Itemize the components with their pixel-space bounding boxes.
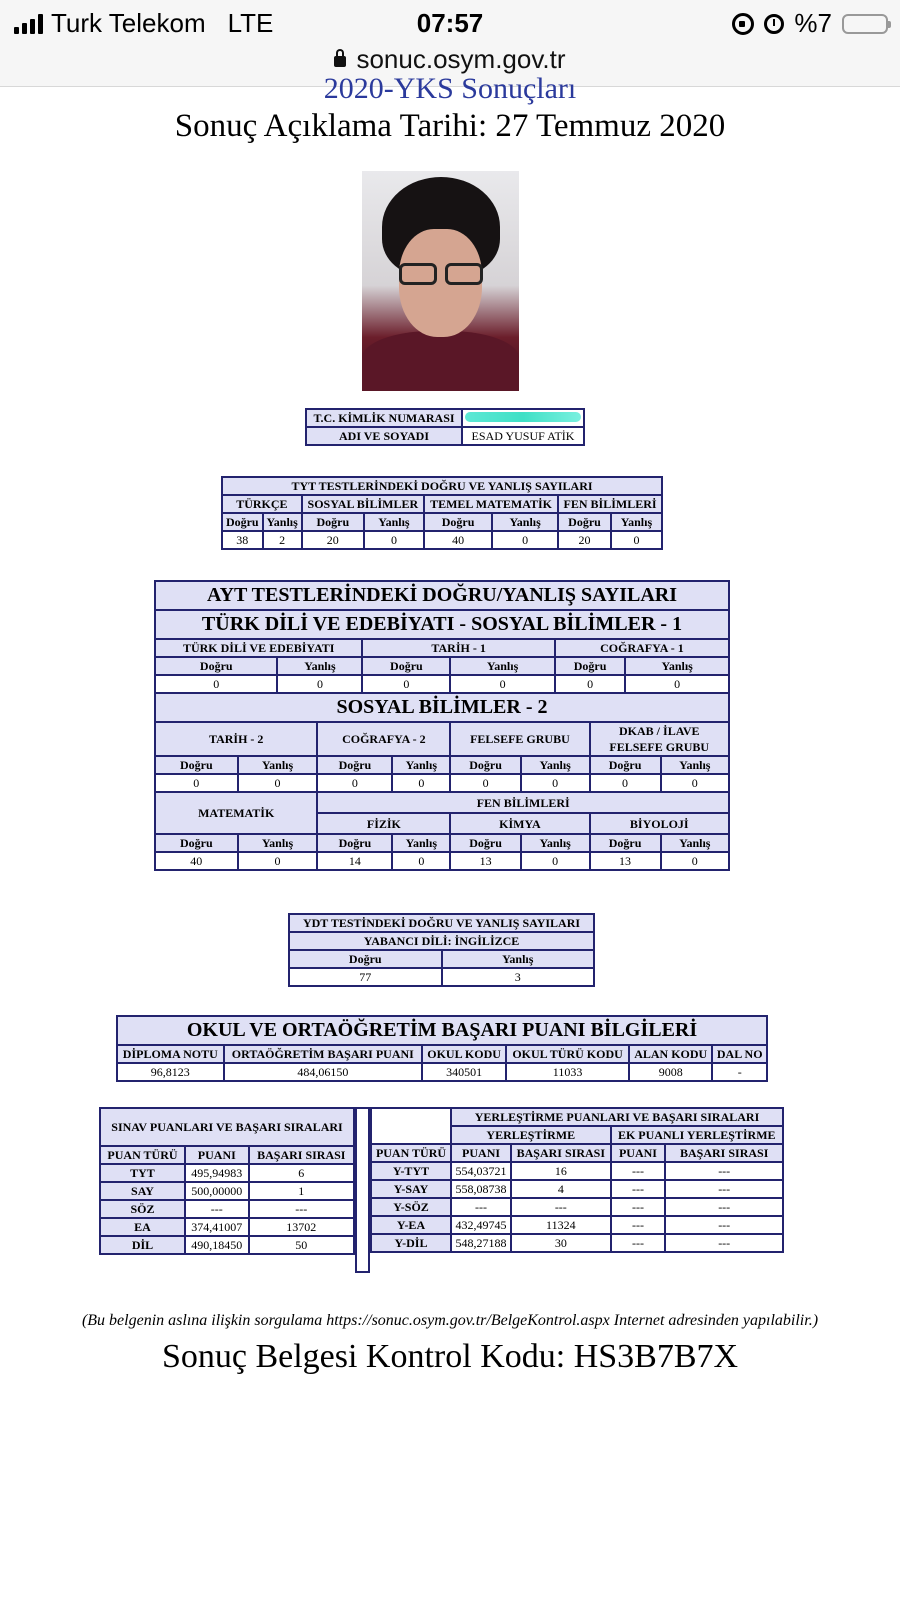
okul-header: ALAN KODU bbox=[629, 1045, 712, 1063]
announcement-date: Sonuç Açıklama Tarihi: 27 Temmuz 2020 bbox=[174, 108, 726, 144]
yanlis-header: Yanlış bbox=[392, 756, 450, 774]
sinav-rank: --- bbox=[249, 1200, 354, 1218]
sinav-rank: 50 bbox=[249, 1236, 354, 1254]
yerlestirme-title: YERLEŞTİRME PUANLARI VE BAŞARI SIRALARI bbox=[451, 1108, 783, 1126]
name-value: ESAD YUSUF ATİK bbox=[462, 427, 584, 445]
sinav-rank: 6 bbox=[249, 1164, 354, 1182]
okul-value: 96,8123 bbox=[117, 1063, 224, 1081]
photo-body bbox=[362, 331, 519, 391]
yerlestirme-score: --- bbox=[451, 1198, 511, 1216]
yerlestirme-header: BAŞARI SIRASI bbox=[511, 1144, 610, 1162]
ayt-s1-subject: TÜRK DİLİ VE EDEBİYATI bbox=[155, 639, 362, 657]
dogru-header: Doğru bbox=[450, 834, 521, 852]
sinav-header: BAŞARI SIRASI bbox=[249, 1146, 354, 1164]
dogru-header: Doğru bbox=[317, 756, 392, 774]
candidate-photo bbox=[362, 171, 519, 379]
sinav-type: SÖZ bbox=[100, 1200, 185, 1218]
dogru-header: Doğru bbox=[424, 513, 492, 531]
yerlestirme-score: 554,03721 bbox=[451, 1162, 511, 1180]
okul-value: 9008 bbox=[629, 1063, 712, 1081]
tyt-subject: TEMEL MATEMATİK bbox=[424, 495, 558, 513]
verification-note: (Bu belgenin aslına ilişkin sorgulama https://sonuc.osym.gov.tr/BelgeKontrol.aspx Internet adresinden yapılabilir.) bbox=[81, 1312, 819, 1329]
ayt-s3-value: 0 bbox=[661, 852, 729, 870]
yerlestirme-type: Y-DİL bbox=[371, 1234, 451, 1252]
ayt-s3-value: 14 bbox=[317, 852, 392, 870]
network-type: LTE bbox=[227, 8, 274, 38]
yerlestirme-score: 548,27188 bbox=[451, 1234, 511, 1252]
okul-value: 340501 bbox=[422, 1063, 506, 1081]
url-text: sonuc.osym.gov.tr bbox=[356, 44, 566, 74]
tyt-value: 38 bbox=[222, 531, 263, 549]
ayt-s3-value: 13 bbox=[450, 852, 521, 870]
dogru-header: Doğru bbox=[317, 834, 392, 852]
yanlis-header: Yanlış bbox=[364, 513, 424, 531]
sinav-rank: 13702 bbox=[249, 1218, 354, 1236]
battery-percent: %7 bbox=[794, 8, 832, 38]
yerlestirme-type: Y-TYT bbox=[371, 1162, 451, 1180]
ayt-s2-value: 0 bbox=[661, 774, 729, 792]
tyt-value: 0 bbox=[611, 531, 662, 549]
yanlis-header: Yanlış bbox=[263, 513, 302, 531]
ayt-fen-subject: BİYOLOJİ bbox=[590, 813, 730, 834]
ayt-s1-value: 0 bbox=[625, 675, 729, 693]
dogru-header: Doğru bbox=[590, 756, 661, 774]
dogru-header: Doğru bbox=[155, 834, 238, 852]
ayt-s1-subject: TARİH - 1 bbox=[362, 639, 554, 657]
ek-score: --- bbox=[611, 1234, 666, 1252]
okul-header: DİPLOMA NOTU bbox=[117, 1045, 224, 1063]
yerlestirme-type: Y-SAY bbox=[371, 1180, 451, 1198]
ayt-s2-subject: FELSEFE GRUBU bbox=[450, 722, 589, 756]
ayt-s1-value: 0 bbox=[450, 675, 555, 693]
page-title: 2020-YKS Sonuçları bbox=[323, 72, 577, 105]
ayt-s3-value: 0 bbox=[238, 852, 318, 870]
sinav-score: 374,41007 bbox=[185, 1218, 249, 1236]
ayt-s2-subject: TARİH - 2 bbox=[155, 722, 317, 756]
yerlestirme-header: BAŞARI SIRASI bbox=[665, 1144, 783, 1162]
tyt-subject: TÜRKÇE bbox=[222, 495, 302, 513]
battery-icon bbox=[842, 14, 888, 34]
dkab-line-1: DKAB / İLAVE bbox=[619, 724, 700, 738]
tc-value bbox=[462, 409, 584, 427]
yerlestirme-rank: --- bbox=[511, 1198, 610, 1216]
tyt-value: 2 bbox=[263, 531, 302, 549]
okul-header: OKUL TÜRÜ KODU bbox=[506, 1045, 629, 1063]
yanlis-header: Yanlış bbox=[611, 513, 662, 531]
dkab-line-2: FELSEFE GRUBU bbox=[609, 740, 710, 754]
name-label: ADI VE SOYADI bbox=[306, 427, 462, 445]
dogru-header: Doğru bbox=[590, 834, 661, 852]
tyt-subject: FEN BİLİMLERİ bbox=[558, 495, 662, 513]
yanlis-header: Yanlış bbox=[661, 756, 729, 774]
dogru-header: Doğru bbox=[155, 756, 238, 774]
yerlestirme-blank bbox=[371, 1108, 451, 1144]
ayt-s2-subject: COĞRAFYA - 2 bbox=[317, 722, 450, 756]
sinav-score: 500,00000 bbox=[185, 1182, 249, 1200]
status-right bbox=[732, 8, 888, 39]
yerlestirme-rank: 30 bbox=[511, 1234, 610, 1252]
yerlestirme-score: 558,08738 bbox=[451, 1180, 511, 1198]
ek-rank: --- bbox=[665, 1216, 783, 1234]
yerlestirme-rank: 16 bbox=[511, 1162, 610, 1180]
ydt-title: YDT TESTİNDEKİ DOĞRU VE YANLIŞ SAYILARI bbox=[289, 914, 594, 932]
sinav-score: 490,18450 bbox=[185, 1236, 249, 1254]
ayt-matematik: MATEMATİK bbox=[155, 792, 317, 834]
status-time: 07:57 bbox=[416, 8, 484, 38]
tyt-table bbox=[221, 476, 663, 550]
sinav-header: PUANI bbox=[185, 1146, 249, 1164]
tyt-subject: SOSYAL BİLİMLER bbox=[302, 495, 424, 513]
dogru-header: Doğru bbox=[555, 657, 625, 675]
ek-score: --- bbox=[611, 1216, 666, 1234]
ek-rank: --- bbox=[665, 1198, 783, 1216]
ydt-table bbox=[288, 913, 595, 987]
dogru-header: Doğru bbox=[289, 950, 442, 968]
yanlis-header: Yanlış bbox=[521, 834, 590, 852]
dogru-header: Doğru bbox=[362, 657, 450, 675]
ayt-fen-subject: KİMYA bbox=[450, 813, 589, 834]
sinav-rank: 1 bbox=[249, 1182, 354, 1200]
okul-value: 11033 bbox=[506, 1063, 629, 1081]
yanlis-header: Yanlış bbox=[492, 513, 558, 531]
yerlestirme-type: Y-SÖZ bbox=[371, 1198, 451, 1216]
yanlis-header: Yanlış bbox=[277, 657, 362, 675]
alarm-icon bbox=[764, 14, 784, 34]
table-divider bbox=[355, 1107, 370, 1273]
ayt-s2-value: 0 bbox=[238, 774, 318, 792]
yanlis-header: Yanlış bbox=[450, 657, 555, 675]
sinav-type: TYT bbox=[100, 1164, 185, 1182]
ayt-s3-value: 40 bbox=[155, 852, 238, 870]
sinav-type: SAY bbox=[100, 1182, 185, 1200]
tyt-value: 20 bbox=[558, 531, 611, 549]
yanlis-header: Yanlış bbox=[521, 756, 590, 774]
ek-score: --- bbox=[611, 1198, 666, 1216]
title-clip bbox=[0, 72, 900, 105]
okul-value: 484,06150 bbox=[224, 1063, 422, 1081]
yanlis-header: Yanlış bbox=[625, 657, 729, 675]
yerlestirme-type: Y-EA bbox=[371, 1216, 451, 1234]
ek-rank: --- bbox=[665, 1180, 783, 1198]
yerlestirme-rank: 4 bbox=[511, 1180, 610, 1198]
ayt-s3-value: 0 bbox=[521, 852, 590, 870]
okul-header: OKUL KODU bbox=[422, 1045, 506, 1063]
status-bar bbox=[0, 0, 900, 46]
okul-header: ORTAÖĞRETİM BAŞARI PUANI bbox=[224, 1045, 422, 1063]
dogru-header: Doğru bbox=[558, 513, 611, 531]
control-code: Sonuç Belgesi Kontrol Kodu: HS3B7B7X bbox=[161, 1338, 739, 1375]
ek-score: --- bbox=[611, 1162, 666, 1180]
ayt-s2-value: 0 bbox=[317, 774, 392, 792]
ayt-section-1: TÜRK DİLİ VE EDEBİYATI - SOSYAL BİLİMLER - 1 bbox=[155, 610, 729, 639]
carrier-name: Turk Telekom bbox=[51, 8, 206, 38]
url-display[interactable] bbox=[0, 44, 900, 75]
yerlestirme-group: YERLEŞTİRME bbox=[451, 1126, 611, 1144]
ayt-s2-value: 0 bbox=[590, 774, 661, 792]
yerlestirme-table bbox=[370, 1107, 784, 1253]
sinav-type: DİL bbox=[100, 1236, 185, 1254]
okul-title: OKUL VE ORTAÖĞRETİM BAŞARI PUANI BİLGİLERİ bbox=[117, 1016, 767, 1045]
yanlis-header: Yanlış bbox=[392, 834, 450, 852]
ek-puanli-group: EK PUANLI YERLEŞTİRME bbox=[611, 1126, 783, 1144]
tc-label: T.C. KİMLİK NUMARASI bbox=[306, 409, 462, 427]
ydt-value: 77 bbox=[289, 968, 442, 986]
yanlis-header: Yanlış bbox=[238, 756, 318, 774]
okul-table bbox=[116, 1015, 768, 1082]
ayt-title: AYT TESTLERİNDEKİ DOĞRU/YANLIŞ SAYILARI bbox=[155, 581, 729, 610]
photo-glasses bbox=[395, 263, 487, 287]
ayt-section-2: SOSYAL BİLİMLER - 2 bbox=[155, 693, 729, 722]
ydt-value: 3 bbox=[442, 968, 595, 986]
tyt-value: 40 bbox=[424, 531, 492, 549]
ayt-s2-value: 0 bbox=[521, 774, 590, 792]
ayt-fen-bilimleri: FEN BİLİMLERİ bbox=[317, 792, 729, 813]
sinav-title: SINAV PUANLARI VE BAŞARI SIRALARI bbox=[100, 1108, 354, 1146]
yerlestirme-score: 432,49745 bbox=[451, 1216, 511, 1234]
sinav-type: EA bbox=[100, 1218, 185, 1236]
tyt-value: 0 bbox=[364, 531, 424, 549]
tyt-value: 0 bbox=[492, 531, 558, 549]
ydt-language: YABANCI DİLİ: İNGİLİZCE bbox=[289, 932, 594, 950]
yanlis-header: Yanlış bbox=[442, 950, 595, 968]
yerlestirme-header: PUAN TÜRÜ bbox=[371, 1144, 451, 1162]
ayt-table bbox=[154, 580, 730, 871]
ek-rank: --- bbox=[665, 1162, 783, 1180]
ayt-s1-value: 0 bbox=[362, 675, 450, 693]
yerlestirme-header: PUANI bbox=[611, 1144, 666, 1162]
ayt-s3-value: 13 bbox=[590, 852, 661, 870]
tyt-value: 20 bbox=[302, 531, 364, 549]
ayt-fen-subject: FİZİK bbox=[317, 813, 450, 834]
ayt-s1-subject: COĞRAFYA - 1 bbox=[555, 639, 729, 657]
ayt-s3-value: 0 bbox=[392, 852, 450, 870]
sinav-table bbox=[99, 1107, 355, 1255]
ayt-s1-value: 0 bbox=[277, 675, 362, 693]
sinav-score: 495,94983 bbox=[185, 1164, 249, 1182]
sinav-header: PUAN TÜRÜ bbox=[100, 1146, 185, 1164]
ayt-s1-value: 0 bbox=[155, 675, 277, 693]
identity-table bbox=[305, 408, 585, 446]
yanlis-header: Yanlış bbox=[238, 834, 318, 852]
ek-score: --- bbox=[611, 1180, 666, 1198]
yerlestirme-header: PUANI bbox=[451, 1144, 511, 1162]
dogru-header: Doğru bbox=[222, 513, 263, 531]
okul-header: DAL NO bbox=[712, 1045, 767, 1063]
ek-rank: --- bbox=[665, 1234, 783, 1252]
tyt-title: TYT TESTLERİNDEKİ DOĞRU VE YANLIŞ SAYILARI bbox=[222, 477, 662, 495]
dogru-header: Doğru bbox=[302, 513, 364, 531]
dogru-header: Doğru bbox=[155, 657, 277, 675]
ayt-s2-value: 0 bbox=[450, 774, 521, 792]
dogru-header: Doğru bbox=[450, 756, 521, 774]
okul-value: - bbox=[712, 1063, 767, 1081]
ayt-s2-value: 0 bbox=[155, 774, 238, 792]
tc-redaction bbox=[465, 412, 581, 422]
ayt-s1-value: 0 bbox=[555, 675, 625, 693]
yerlestirme-rank: 11324 bbox=[511, 1216, 610, 1234]
ayt-s2-subject-dkab bbox=[590, 722, 730, 756]
page-header bbox=[0, 72, 900, 145]
yanlis-header: Yanlış bbox=[661, 834, 729, 852]
lock-icon bbox=[334, 56, 346, 67]
sinav-score: --- bbox=[185, 1200, 249, 1218]
rotation-lock-icon bbox=[732, 13, 754, 35]
ayt-s2-value: 0 bbox=[392, 774, 450, 792]
